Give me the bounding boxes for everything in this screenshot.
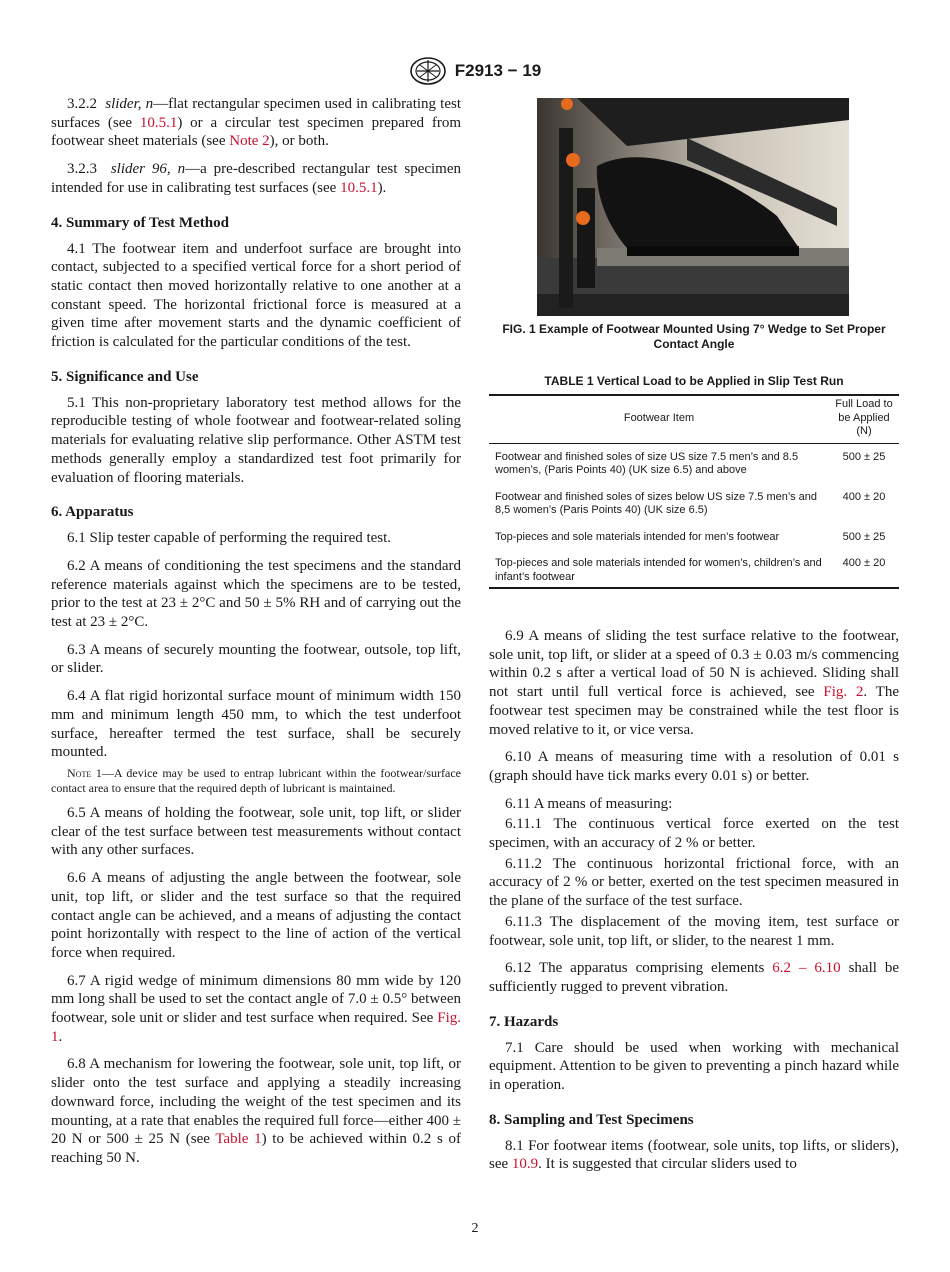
table-row: Top-pieces and sole materials intended for women’s, children’s and infant’s footwear 400 ± 20 (489, 550, 899, 588)
paragraph-6-3: 6.3 A means of securely mounting the footwear, outsole, top lift, or slider. (51, 641, 461, 677)
ref-10-9[interactable]: 10.9 (511, 1156, 539, 1173)
paragraph-6-5: 6.5 A means of holding the footwear, sole unit, top lift, or slider clear of the test surface between test measurements without contact with any other surfaces. (51, 804, 461, 859)
paragraph-6-7: 6.7 A rigid wedge of minimum dimensions 80 mm wide by 120 mm long shall be used to set the contact angle of 7.0 ± 0.5° between footwear, sole unit or slider and test surface when required. See Fig. 1. (51, 972, 461, 1045)
document-number: F2913 − 19 (454, 61, 542, 80)
paragraph-6-2: 6.2 A means of conditioning the test specimens and the standard reference materials against which the specimens are to be tested, prior to the test at 23 ± 2°C and 50 ± 5% RH and of carrying out the test at 23 ± 2°C. (51, 557, 461, 631)
ref-fig-1[interactable]: Fig. 1 (51, 1010, 461, 1045)
paragraph-6-10: 6.10 A means of measuring time with a resolution of 0.01 s (graph should have tick marks every 0.01 s) or better. (489, 749, 899, 784)
paragraph-6-11-3: 6.11.3 The displacement of the moving item, test surface or footwear, sole unit, top lift, or slider, to the nearest 1 mm. (489, 913, 899, 949)
figure-1-caption: FIG. 1 Example of Footwear Mounted Using 7° Wedge to Set Proper Contact Angle (502, 322, 886, 351)
table-1-title: TABLE 1 Vertical Load to be Applied in Slip Test Run (544, 374, 844, 388)
paragraph-6-11-2: 6.11.2 The continuous horizontal frictional force, with an accuracy of 2 % or better, exerted on the test specimen measured in the plane of the surface of the test surface. (489, 855, 899, 910)
section-6-heading: 6. Apparatus (51, 504, 134, 521)
paragraph-6-4: 6.4 A flat rigid horizontal surface mount of minimum width 150 mm and minimum length 450 mm, to which the test underfoot surface, hereafter termed the test surface, shall be securely mounted. (51, 688, 461, 761)
page-number: 2 (471, 1221, 479, 1236)
paragraph-6-12: 6.12 The apparatus comprising elements 6.2 – 6.10 shall be sufficiently rugged to prevent vibration. (489, 960, 899, 995)
ref-10-5-1[interactable]: 10.5.1 (340, 179, 378, 196)
table-row: Footwear and finished soles of size US size 7.5 men’s and 8.5 women’s, (Paris Points 40) (UK size 6.5) and above 500 ± 25 (495, 450, 886, 476)
paragraph-7-1: 7.1 Care should be used when working with mechanical equipment. Attention to be given to preventing a pinch hazard while in operation. (489, 1039, 899, 1094)
paragraph-6-6: 6.6 A means of adjusting the angle between the footwear, sole unit, top lift, or slider and the test surface so that the required contact angle can be achieved, and a means of adjusting the contact point horizontally with respect to the line of action of the vertical force when required. (51, 870, 461, 961)
footwear-photo (537, 98, 849, 316)
ref-fig-2[interactable]: Fig. 2 (823, 684, 864, 701)
ref-10-5-1[interactable]: 10.5.1 (139, 114, 178, 131)
table-row: Footwear and finished soles of sizes below US size 7.5 men’s and 8,5 women’s (Paris Points 40) (UK size 6.5) 400 ± 20 (495, 490, 886, 516)
page-header (0, 56, 950, 86)
paragraph-8-1: 8.1 For footwear items (footwear, sole units, top lifts, or sliders), see 10.9. It is suggested that circular sliders used to (489, 1137, 899, 1173)
paragraph-5-1: 5.1 This non-proprietary laboratory test method allows for the reproducible testing of whole footwear and footwear-related soling materials for evaluating relative slip performance. Other ASTM test methods generally employ a standardized test foot primarily for evaluation of flooring materials. (51, 394, 461, 486)
paragraph-6-11-1: 6.11.1 The continuous vertical force exerted on the test specimen, with an accuracy of 2 % or better. (489, 816, 899, 852)
paragraph-3-2-3: 3.2.3 slider 96, n—a pre-described rectangular test specimen intended for use in calibrating test surfaces (see 10.5.1). (51, 161, 461, 196)
section-5-heading: 5. Significance and Use (51, 368, 199, 385)
right-column (489, 95, 899, 1183)
note-1: Note 1—A device may be used to entrap lubricant within the footwear/surface contact area to ensure that the required depth of lubricant is maintained. (51, 765, 462, 795)
table-header-item: Footwear Item (489, 395, 829, 443)
ref-note-2[interactable]: Note 2 (229, 133, 270, 150)
paragraph-3-2-2: 3.2.2 slider, n—flat rectangular specimen used in calibrating test surfaces (see 10.5.1) or a circular test specimen prepared from footwear sheet materials (see Note 2), or both. (51, 96, 461, 150)
table-1 (489, 394, 899, 589)
ref-6-2-6-10[interactable]: 6.2 – 6.10 (772, 960, 841, 977)
table-header-load: Full Load to be Applied (N) (829, 395, 899, 443)
paragraph-6-8: 6.8 A mechanism for lowering the footwear, sole unit, top lift, or slider onto the test surface and applying a steadily increasing downward force, including the weight of the test specimen and its mounting, at a rate that enables the required full force—either 400 ± 20 N or 500 ± 25 N (see Table 1) to be achieved within 0.2 s of reaching 50 N. (51, 1056, 461, 1166)
left-column (51, 95, 461, 1177)
ref-table-1[interactable]: Table 1 (215, 1131, 262, 1148)
section-8-heading: 8. Sampling and Test Specimens (489, 1111, 694, 1128)
astm-logo-icon (409, 56, 447, 86)
section-4-heading: 4. Summary of Test Method (51, 214, 229, 231)
paragraph-6-9: 6.9 A means of sliding the test surface relative to the footwear, sole unit, top lift, or slider at a speed of 0.3 ± 0.03 m/s commencing within 0.2 s after a vertical load of 50 N is achieved. Sliding shall not start until full vertical force is achieved, see Fig. 2. The footwear test specimen may be constrained while the test floor is moved relative to it, or vice versa. (489, 628, 899, 738)
paragraph-6-11: 6.11 A means of measuring: (505, 795, 673, 812)
section-7-heading: 7. Hazards (489, 1013, 559, 1030)
table-row: Top-pieces and sole materials intended for men’s footwear 500 ± 25 (495, 530, 886, 543)
paragraph-4-1: 4.1 The footwear item and underfoot surface are brought into contact, subjected to a specified vertical force for a short period of static contact then moved horizontally relative to one another at a constant speed. The horizontal frictional force is measured at a given time after movement starts and the dynamic coefficient of friction is calculated for the particular conditions of the test. (51, 240, 461, 351)
paragraph-6-1: 6.1 Slip tester capable of performing the required test. (67, 530, 392, 547)
